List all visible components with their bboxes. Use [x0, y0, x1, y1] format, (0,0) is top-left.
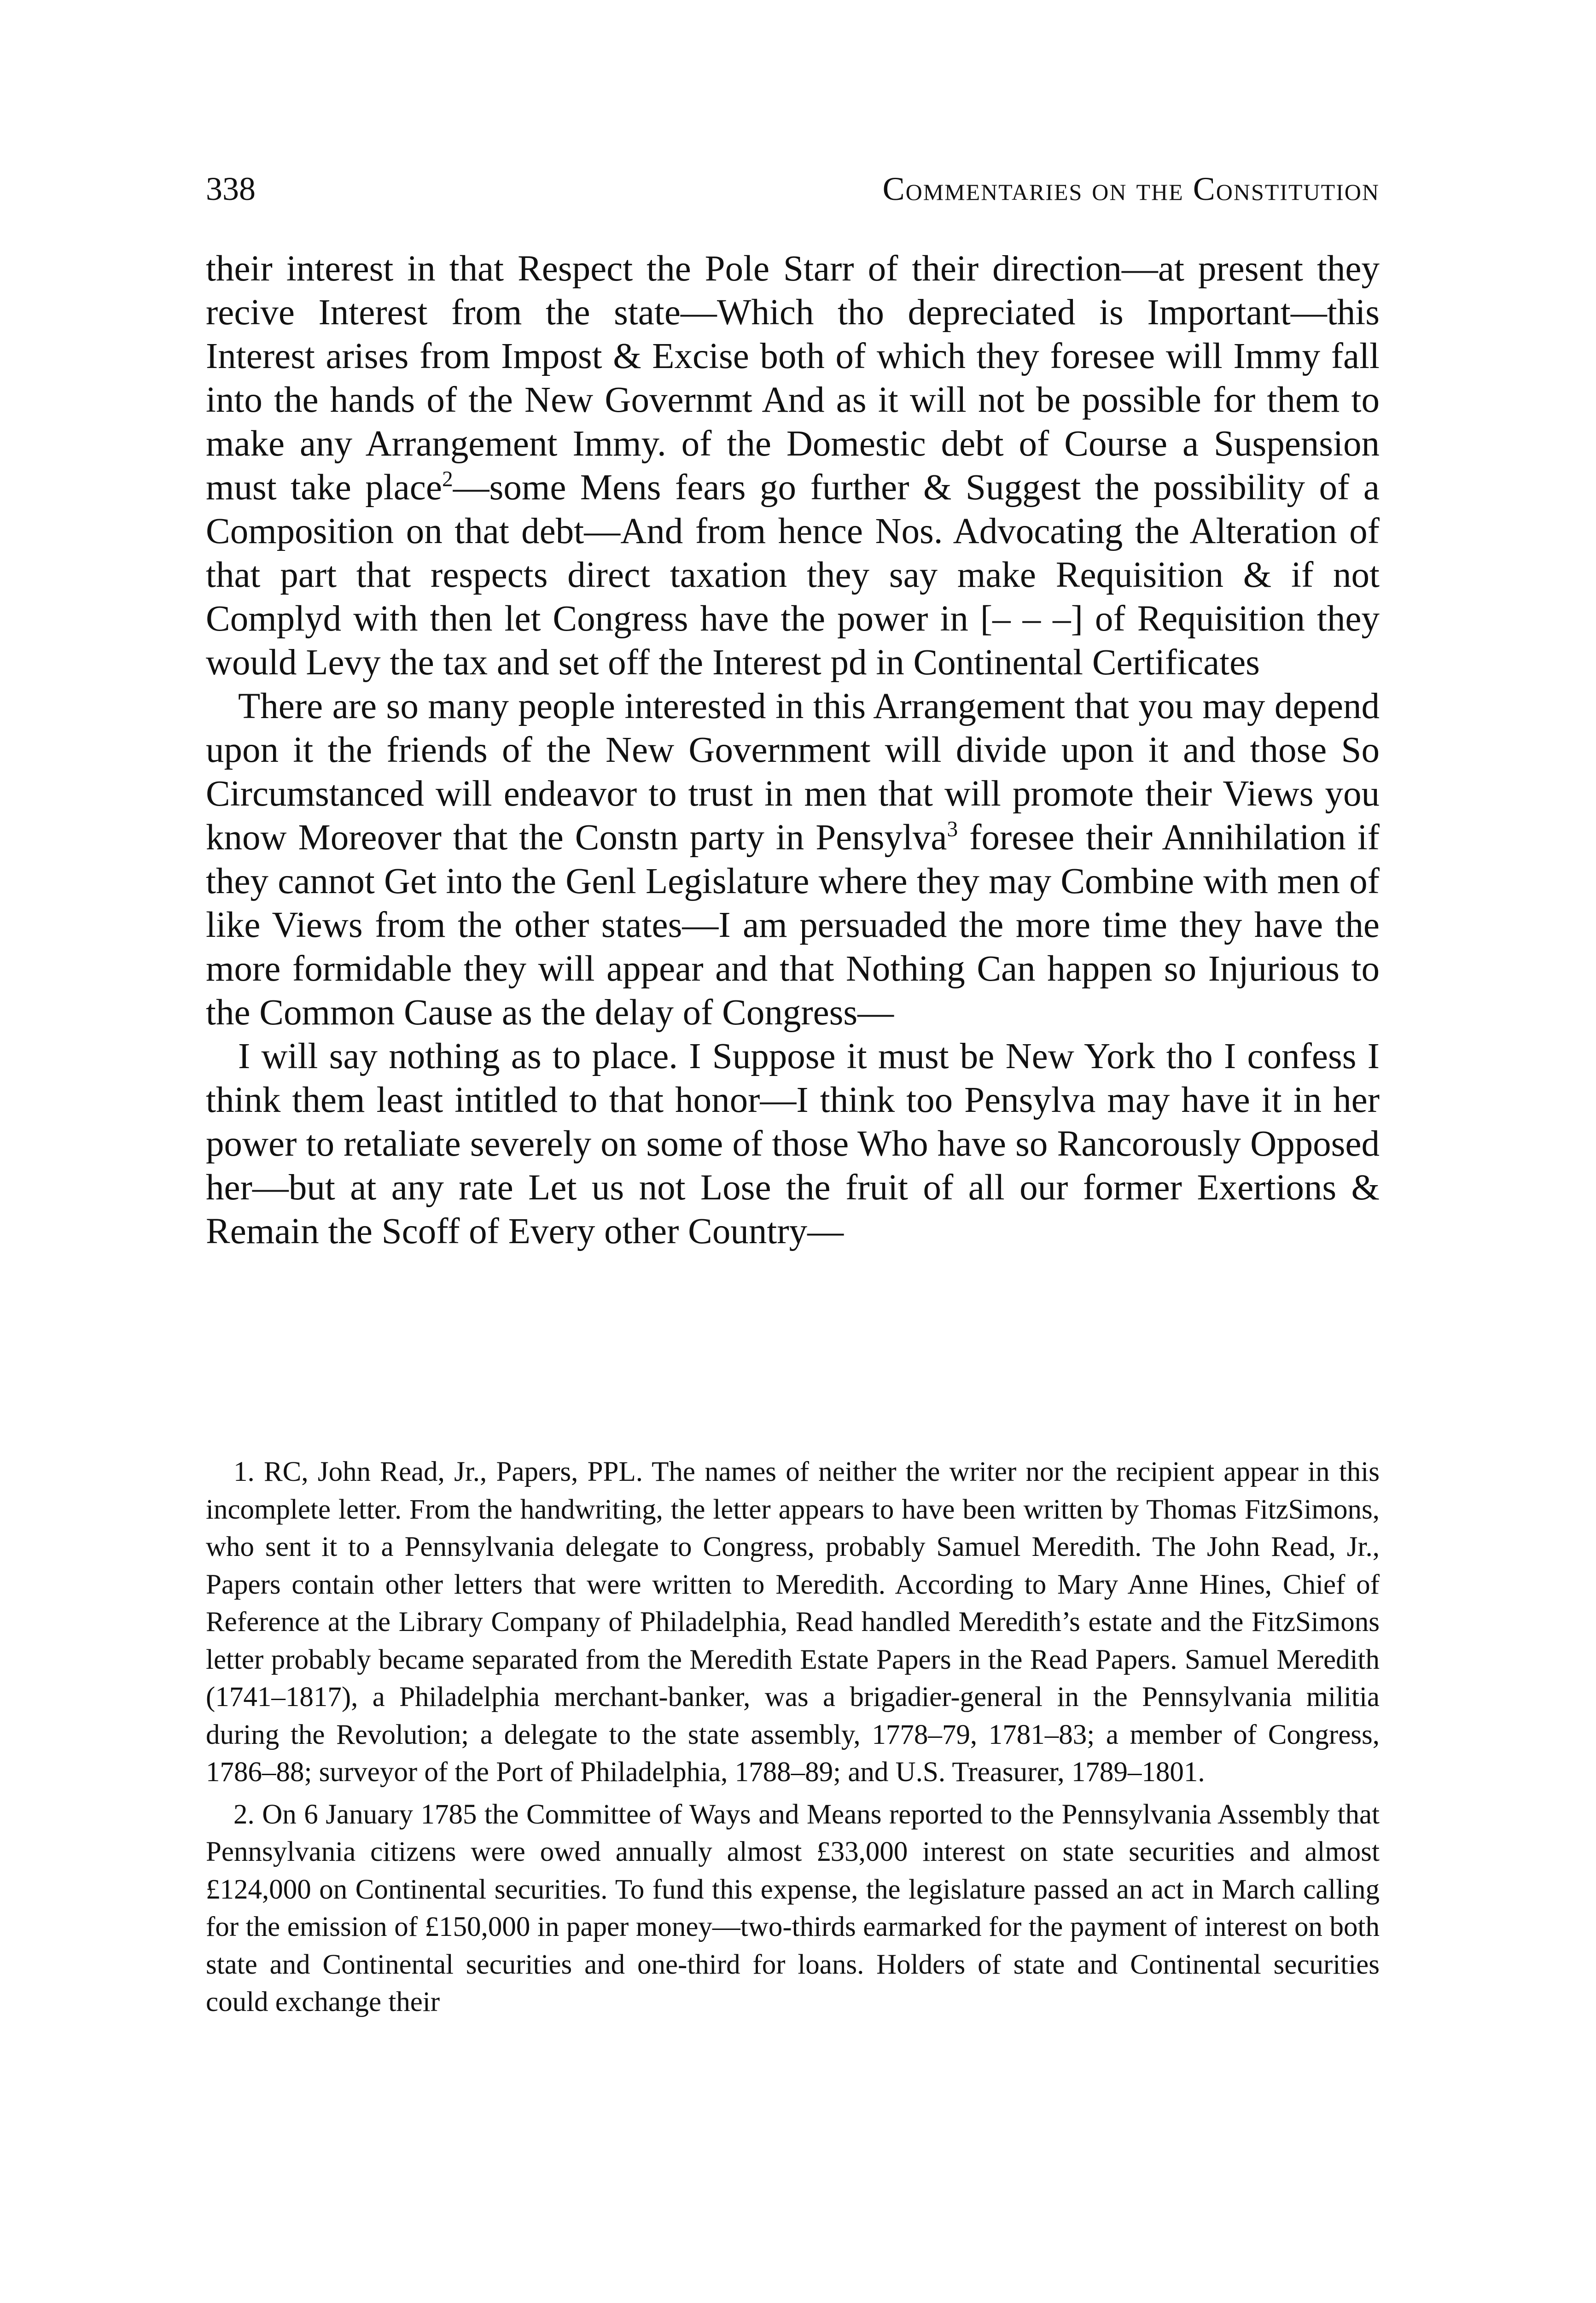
footnote-ref-2: 2	[442, 467, 453, 491]
running-head	[206, 166, 1380, 212]
letter-paragraph-1-part-b: —some Mens fears go further & Suggest the possibility of a Composition on that debt—And from hence Nos. Advocating the Alteration of that part that respects direct taxation they say make Requisition & if not Complyd with then let Congress have the power in [– – –] of Requisition they would Levy the tax and set off the Interest pd in Continental Certificates	[206, 468, 1380, 683]
letter-text	[206, 247, 1380, 1253]
page-number: 338	[206, 170, 256, 207]
footnote-1: 1. RC, John Read, Jr., Papers, PPL. The names of neither the writer nor the recipient appear in this incomplete letter. From the handwriting, the letter appears to have been written by Thomas FitzSimons, who sent it to a Pennsylvania delegate to Congress, probably Samuel Meredith. The John Read, Jr., Papers contain other letters that were written to Meredith. According to Mary Anne Hines, Chief of Reference at the Library Company of Philadelphia, Read handled Meredith’s estate and the FitzSimons letter probably became separated from the Meredith Estate Papers in the Read Papers. Samuel Meredith (1741–1817), a Philadelphia merchant-banker, was a brigadier-general in the Pennsylvania militia during the Revolution; a delegate to the state assembly, 1778–79, 1781–83; a member of Congress, 1786–88; surveyor of the Port of Philadelphia, 1788–89; and U.S. Treasurer, 1789–1801.	[206, 1456, 1380, 1788]
footnote-2: 2. On 6 January 1785 the Committee of Ways and Means reported to the Pennsylvania Assembly that Pennsylvania citizens were owed annually almost £33,000 interest on state securities and almost £124,000 on Continental securities. To fund this expense, the legislature passed an act in March calling for the emission of £150,000 in paper money—two-thirds earmarked for the payment of interest on both state and Continental securities and one-third for loans. Holders of state and Continental securities could exchange their	[206, 1799, 1380, 2017]
letter-paragraph-2-part-b: foresee their Annihilation if they cannot Get into the Genl Legislature where they may Combine with men of like Views from the other states—I am persuaded the more time they have the more formidable they will appear and that Nothing Can happen so Injurious to the Common Cause as the delay of Congress—	[206, 818, 1380, 1033]
letter-paragraph-2	[206, 684, 1380, 1035]
letter-paragraph-1-part-a: their interest in that Respect the Pole Starr of their direction—at present they recive Interest from the state—Which tho depreciated is Important—this Interest arises from Impost & Excise both of which they foresee will Immy fall into the hands of the New Governmt And as it will not be possible for them to make any Arrangement Immy. of the Domestic debt of Course a Suspension must take place	[206, 249, 1380, 508]
letter-paragraph-3: I will say nothing as to place. I Suppose it must be New York tho I confess I think them least intitled to that honor—I think too Pensylva may have it in her power to retaliate severely on some of those Who have so Rancorously Opposed her—but at any rate Let us not Lose the fruit of all our former Exertions & Remain the Scoff of Every other Country—	[206, 1036, 1380, 1251]
letter-paragraph-2-part-a: There are so many people interested in this Arrangement that you may depend upon it the friends of the New Government will divide upon it and those So Circumstanced will endeavor to trust in men that will promote their Views you know Moreover that the Constn party in Pensylva	[206, 686, 1380, 858]
letter-paragraph-1	[206, 247, 1380, 684]
footnote-ref-3: 3	[947, 817, 958, 842]
footnotes	[206, 1453, 1380, 2021]
running-title: Commentaries on the Constitution	[882, 170, 1380, 207]
